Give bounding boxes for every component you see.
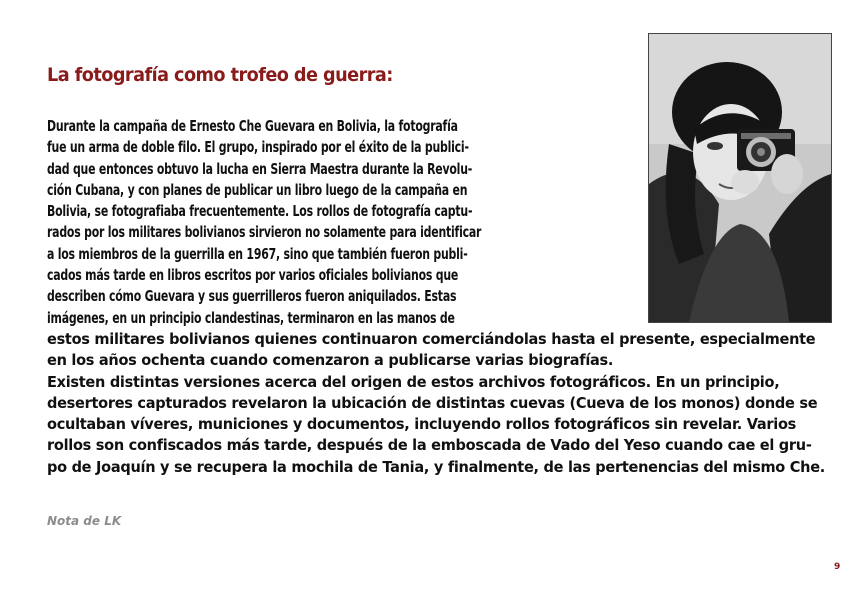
body-line: Existen distintas versiones acerca del origen de estos archivos fotográficos. En un principio, — [47, 372, 780, 391]
body-line: cados más tarde en libros escritos por varios oficiales bolivianos que — [47, 266, 459, 285]
body-line: describen cómo Guevara y sus guerrilleros fueron aniquilados. Estas — [47, 287, 457, 306]
body-line: po de Joaquín y se recupera la mochila de Tania, y finalmente, de las pertenencias del mismo Che. — [47, 457, 825, 476]
page-number: 9 — [834, 562, 841, 572]
body-line: ocultaban víveres, municiones y documentos, incluyendo rollos fotográficos sin revelar. Varios — [47, 415, 797, 434]
body-line: desertores capturados revelaron la ubicación de distintas cuevas (Cueva de los monos) donde se — [47, 393, 818, 412]
body-line: dad que entonces obtuvo la lucha en Sierra Maestra durante la Revolu- — [47, 159, 473, 178]
body-line: estos militares bolivianos quienes continuaron comerciándolas hasta el presente, especialmente — [47, 329, 816, 348]
body-line: fue un arma de doble filo. El grupo, inspirado por el éxito de la publici- — [47, 138, 469, 157]
body-line: Durante la campaña de Ernesto Che Guevara en Bolivia, la fotografía — [47, 117, 458, 135]
body-line: Bolivia, se fotografiaba frecuentemente. Los rollos de fotografía captu- — [47, 202, 473, 221]
body-line: imágenes, en un principio clandestinas, terminaron en las manos de — [47, 308, 455, 327]
body-line: en los años ochenta cuando comenzaron a publicarse varias biografías. — [47, 351, 614, 370]
body-line: rollos son confiscados más tarde, después de la emboscada de Vado del Yeso cuando cae el gru- — [47, 436, 812, 455]
page-title: La fotografía como trofeo de guerra: — [47, 64, 393, 86]
body-text — [47, 116, 850, 478]
body-line: ción Cubana, y con planes de publicar un libro luego de la campaña en — [47, 180, 468, 199]
body-line: a los miembros de la guerrilla en 1967, sino que también fueron publi- — [47, 244, 468, 263]
author-note: Nota de LK — [47, 514, 122, 528]
body-line: rados por los militares bolivianos sirvieron no solamente para identificar — [47, 223, 482, 242]
